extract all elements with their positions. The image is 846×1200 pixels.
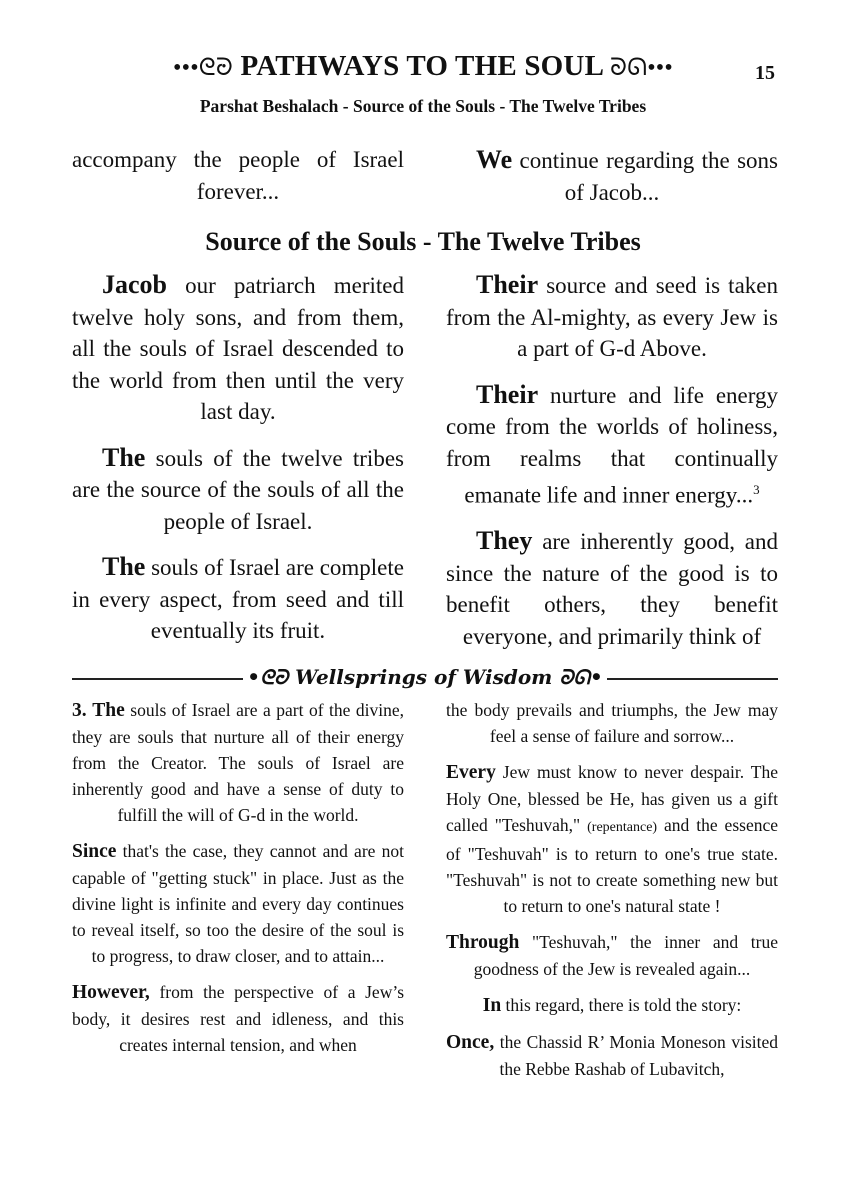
lead-word: Jacob — [102, 270, 167, 299]
lead-word: They — [476, 526, 533, 556]
ornament-left-icon: •••ᘓᘒ — [172, 55, 233, 81]
lead-word: Once, — [446, 1032, 495, 1053]
footnote-divider — [72, 667, 778, 691]
page-number: 15 — [755, 62, 775, 84]
text: nurture and life energy come from the worlds of holiness, from realms that continually emanate life and inner energy... — [446, 382, 778, 508]
lead-word: Through — [446, 932, 520, 953]
main-left-column — [72, 269, 404, 661]
text: our patriarch merited twelve holy sons, and from them, all the souls of Israel descended to the world from then until the very last day. — [72, 273, 404, 424]
lead-word: The — [102, 552, 146, 581]
lead-word: The — [102, 442, 146, 472]
footnote-paragraph — [446, 992, 778, 1019]
text: the Chassid R’ Monia Moneson visited the Rebbe Rashab of Lubavitch, — [494, 1032, 778, 1079]
text: (repentance) — [587, 820, 658, 835]
text: continue regarding the sons of Jacob... — [512, 148, 778, 205]
paragraph — [446, 379, 778, 512]
lead-word: Since — [72, 841, 117, 862]
footnote-paragraph — [72, 838, 404, 969]
text: the body prevails and triumphs, the Jew may feel a sense of failure and sorrow... — [446, 700, 778, 746]
ornament-right-icon: ᘐᘏ• — [552, 665, 603, 689]
footnotes-left-column — [72, 697, 404, 1068]
top-right-column — [446, 144, 778, 222]
text: souls of Israel are a part of the divine, they are souls that nurture all of their energy from the Creator. The souls of Israel are inherently good and have a sense of duty to fulfill the will of G-d in the world. — [72, 700, 405, 825]
lead-word: In — [482, 995, 502, 1016]
paragraph — [72, 442, 404, 538]
paragraph — [446, 525, 778, 652]
footnote-paragraph — [446, 929, 778, 982]
text: source and seed is taken from the Al-mighty, as every Jew is a part of G-d Above. — [446, 273, 778, 361]
paragraph — [72, 551, 404, 647]
footnote-ref: 3 — [753, 482, 760, 497]
top-left-column — [72, 144, 404, 221]
paragraph: accompany the people of Israel forever... — [72, 147, 404, 204]
text: that's the case, they cannot and are not capable of "getting stuck" in place. Just as the divine light is infinite and every day continues to reveal itself, so too the desire of the soul is to progress, to draw closer, and to attain... — [72, 841, 404, 966]
footnote-paragraph — [72, 979, 404, 1058]
text: this regard, there is told the story: — [501, 995, 742, 1015]
footnote-paragraph — [72, 697, 404, 828]
chapter-subtitle: Parshat Beshalach - Source of the Souls - The Twelve Tribes — [199, 96, 647, 116]
lead-word: Their — [476, 270, 539, 299]
text: are inherently good, and since the nature of the good is to benefit others, they benefit everyone, and primarily think of — [446, 529, 778, 649]
lead-word: However, — [72, 982, 150, 1003]
text: and the essence of "Teshuvah" is to return to one's true state. "Teshuvah" is not to create something new but to return to one's natural state ! — [446, 815, 778, 916]
footnotes-right-column — [446, 697, 778, 1092]
divider-title: Wellsprings of Wisdom — [295, 665, 553, 689]
text: Jew must know to never despair. The Holy One, blessed be He, has given us a gift called "Teshuvah," — [446, 762, 778, 835]
paragraph — [446, 269, 778, 365]
book-title: PATHWAYS TO THE SOUL — [240, 50, 603, 82]
running-header — [0, 50, 846, 83]
text: from the perspective of a Jew’s body, it desires rest and idleness, and this creates internal tension, and when — [72, 982, 404, 1055]
paragraph — [72, 269, 404, 428]
text: "Teshuvah," the inner and true goodness of the Jew is revealed again... — [473, 932, 778, 979]
section-title: Source of the Souls - The Twelve Tribes — [205, 227, 641, 256]
main-right-column — [446, 269, 778, 666]
text: souls of Israel are complete in every aspect, from seed and till eventually its fruit. — [72, 555, 404, 643]
lead-word: Every — [446, 762, 496, 783]
footnote-paragraph — [446, 1029, 778, 1082]
paragraph — [446, 144, 778, 208]
lead-word: We — [476, 145, 513, 174]
ornament-right-icon: ᘐᘏ••• — [609, 55, 674, 81]
lead-word: Their — [476, 379, 539, 409]
lead-word: 3. The — [72, 700, 125, 721]
footnote-paragraph — [446, 759, 778, 919]
text: souls of the twelve tribes are the source of the souls of all the people of Israel. — [72, 445, 404, 534]
ornament-left-icon: •ᘓᘒ — [247, 665, 296, 689]
footnote-paragraph — [446, 697, 778, 749]
